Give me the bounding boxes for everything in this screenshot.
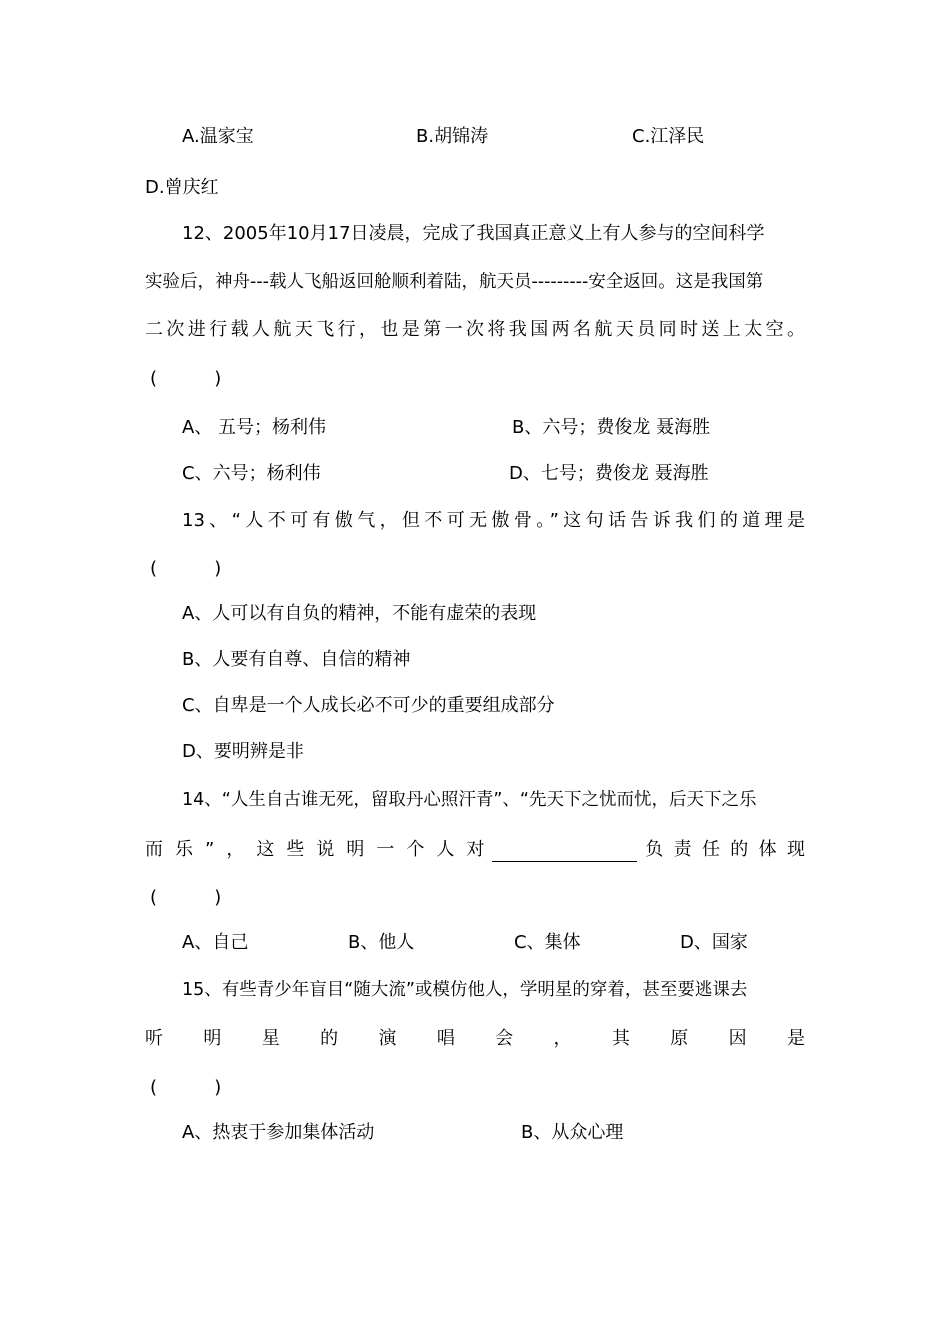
- q12-stem-line2: 实验后，神舟---载人飞船返回舱顺利着陆，航天员---------安全返回。这是我国第: [145, 272, 764, 292]
- q15-stem-line1: 15、有些青少年盲目“随大流”或模仿他人，学明星的穿着，甚至要逃课去: [182, 980, 748, 1000]
- q15-option-b: B、从众心理: [521, 1122, 624, 1143]
- q12-stem-line3: 二次进行载人航天飞行，也是第一次将我国两名航天员同时送上太空。: [145, 319, 805, 340]
- q14-answer-paren: ( ): [150, 887, 222, 908]
- q13-option-a: A、人可以有自负的精神，不能有虚荣的表现: [182, 603, 537, 624]
- q12-option-c: C、六号；杨利伟: [182, 463, 321, 484]
- q14-answer-blank: [492, 843, 637, 862]
- q12-answer-paren: ( ): [150, 368, 222, 389]
- q13-answer-paren: ( ): [150, 558, 222, 579]
- q14-stem-line2-pre: 而乐”，这些说明一个人对: [145, 839, 485, 860]
- q14-option-c: C、集体: [514, 932, 581, 953]
- q13-stem-line1: 13、“人不可有傲气，但不可无傲骨。”这句话告诉我们的道理是: [182, 510, 805, 531]
- q14-stem-line2-post: 负责任的体现: [645, 839, 805, 860]
- q14-stem-line2: [145, 838, 805, 862]
- q15-option-a: A、热衷于参加集体活动: [182, 1122, 375, 1143]
- q14-option-a: A、自己: [182, 932, 249, 953]
- q11-option-b: B.胡锦涛: [416, 126, 489, 147]
- q14-option-d: D、国家: [680, 932, 748, 953]
- q13-option-d: D、要明辨是非: [182, 741, 304, 762]
- q11-option-a: A.温家宝: [182, 126, 254, 147]
- q11-option-c: C.江泽民: [632, 126, 705, 147]
- q12-option-d: D、七号；费俊龙 聂海胜: [509, 463, 709, 484]
- q12-option-a: A、 五号；杨利伟: [182, 417, 327, 438]
- q15-stem-line2: 听明星的演唱会，其原因是: [145, 1028, 805, 1049]
- q12-stem-line1: 12、2005年10月17日凌晨，完成了我国真正意义上有人参与的空间科学: [182, 223, 765, 244]
- q14-stem-line1: 14、“人生自古谁无死，留取丹心照汗青”、“先天下之忧而忧，后天下之乐: [182, 790, 757, 810]
- q13-option-c: C、自卑是一个人成长必不可少的重要组成部分: [182, 695, 555, 716]
- q12-option-b: B、六号；费俊龙 聂海胜: [512, 417, 711, 438]
- q14-option-b: B、他人: [348, 932, 415, 953]
- q13-option-b: B、人要有自尊、自信的精神: [182, 649, 411, 670]
- q11-option-d: D.曾庆红: [145, 177, 219, 198]
- q15-answer-paren: ( ): [150, 1077, 222, 1098]
